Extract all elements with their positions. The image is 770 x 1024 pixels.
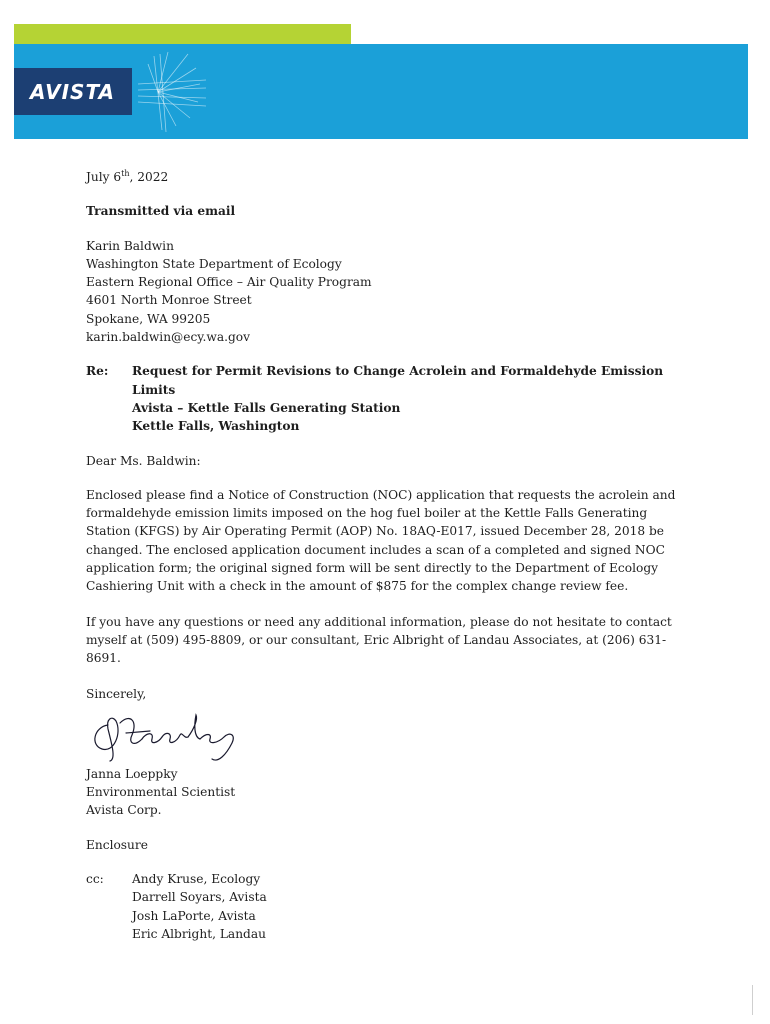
page-edge-mark: [752, 985, 753, 1015]
subject-label: Re:: [86, 364, 109, 379]
cc-block: [86, 870, 686, 943]
subject-line: [86, 362, 686, 435]
subject-line-2: Avista – Kettle Falls Generating Station: [132, 400, 401, 415]
recipient-agency: Washington State Department of Ecology: [86, 256, 342, 271]
recipient-office: Eastern Regional Office – Air Quality Program: [86, 275, 372, 290]
letter-body: [86, 168, 686, 943]
cc-recipient: Eric Albright, Landau: [132, 926, 266, 941]
salutation: Dear Ms. Baldwin:: [86, 453, 201, 468]
body-paragraph-2: If you have any questions or need any additional information, please do not hesitate to contact myself at (509) 495-8809, or our consultant, Eric Albright of Landau Associates, at (206) 631-8691.: [86, 614, 672, 666]
avista-logo-text: AVISTA: [30, 80, 116, 104]
signer-title: Environmental Scientist: [86, 785, 236, 800]
body-paragraph-1: Enclosed please find a Notice of Construction (NOC) application that requests the acrolein and formaldehyde emission limits imposed on the hog fuel boiler at the Kettle Falls Generating Station (KFGS) by Air Operating Permit (AOP) No. 18AQ-E017, issued December 28, 2018 be changed. The enclosed application document includes a scan of a completed and signed NOC application form; the original signed form will be sent directly to the Department of Ecology Cashiering Unit with a check in the amount of $875 for the complex change review fee.: [86, 487, 676, 594]
signer-block: [86, 765, 686, 820]
signer-company: Avista Corp.: [86, 803, 162, 818]
header-green-bar: [14, 24, 351, 44]
recipient-city: Spokane, WA 99205: [86, 311, 211, 326]
letter-date: July 6th, 2022: [86, 168, 169, 184]
subject-line-1: Request for Permit Revisions to Change Acrolein and Formaldehyde Emission Limits: [132, 364, 664, 397]
recipient-street: 4601 North Monroe Street: [86, 293, 252, 308]
subject-line-3: Kettle Falls, Washington: [132, 419, 300, 434]
handwritten-signature: [86, 703, 686, 765]
transmittal-method: Transmitted via email: [86, 204, 236, 219]
cc-label: cc:: [86, 872, 104, 887]
cc-recipient: Darrell Soyars, Avista: [132, 890, 267, 905]
closing: Sincerely,: [86, 686, 147, 701]
enclosure-note: Enclosure: [86, 837, 148, 852]
signer-name: Janna Loeppky: [86, 766, 178, 781]
recipient-name: Karin Baldwin: [86, 238, 174, 253]
cc-recipient: Josh LaPorte, Avista: [132, 908, 256, 923]
cc-recipient: Andy Kruse, Ecology: [132, 872, 261, 887]
recipient-address: [86, 237, 686, 347]
recipient-email: karin.baldwin@ecy.wa.gov: [86, 330, 251, 345]
